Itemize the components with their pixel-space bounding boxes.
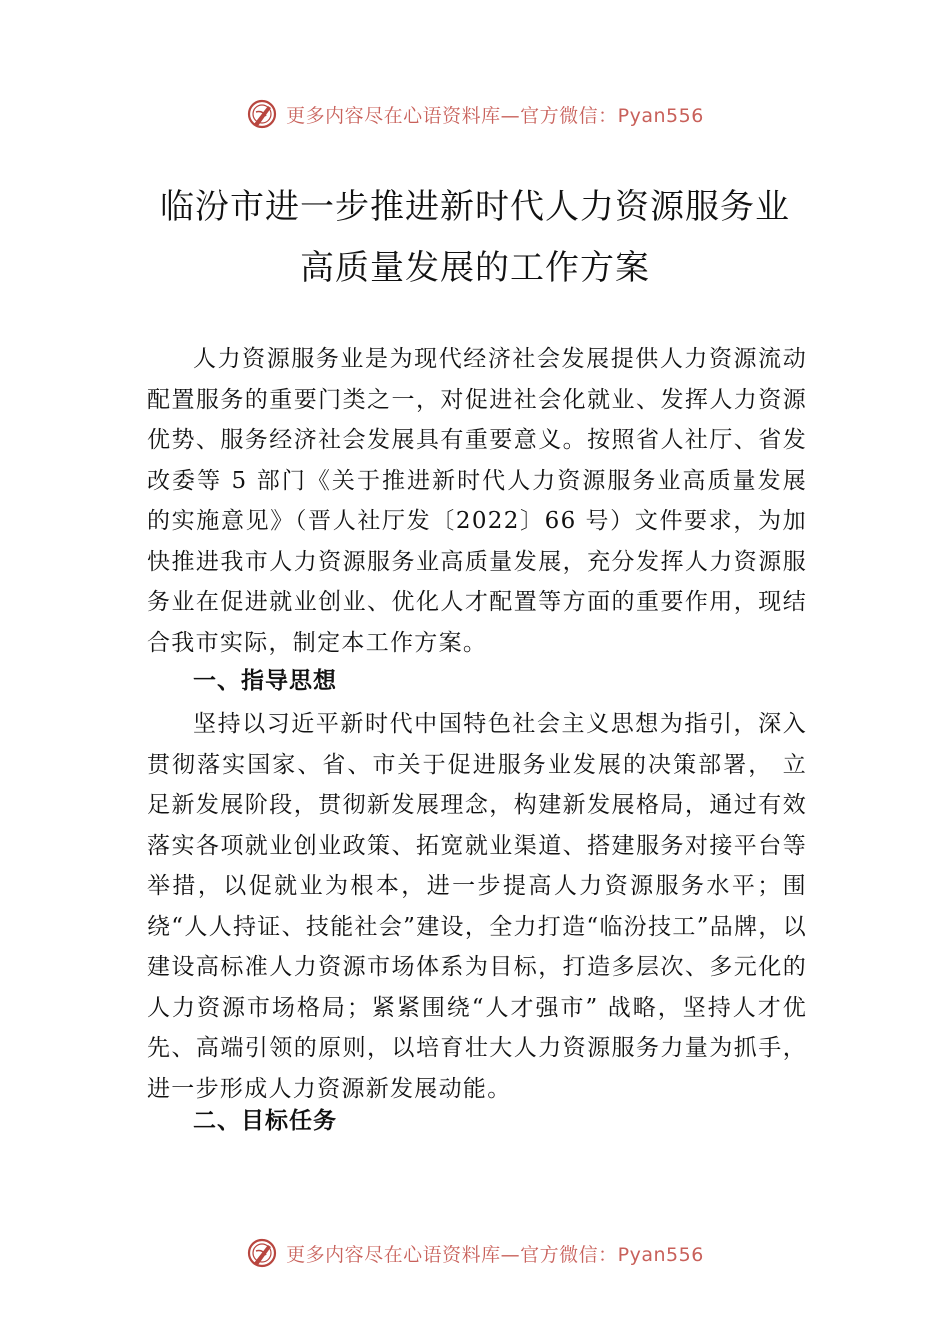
document-title-line-2: 高质量发展的工作方案	[300, 248, 650, 288]
watermark-text: 更多内容尽在心语资料库—官方微信：Pyan556	[286, 1243, 704, 1266]
section-heading-goals-tasks: 二、目标任务	[193, 1108, 337, 1134]
watermark-text: 更多内容尽在心语资料库—官方微信：Pyan556	[286, 104, 704, 127]
watermark-banner-bottom	[0, 1233, 950, 1273]
pen-seal-icon	[246, 98, 278, 130]
watermark-banner-top	[0, 94, 950, 134]
document-title-line-1: 临汾市进一步推进新时代人力资源服务业	[160, 187, 790, 227]
section-heading-guiding-ideology: 一、指导思想	[193, 668, 337, 694]
intro-paragraph: 人力资源服务业是为现代经济社会发展提供人力资源流动配置服务的重要门类之一，对促进社会化就业、发挥人力资源优势、服务经济社会发展具有重要意义。按照省人社厅、省发改委等 5 部门《关于推进新时代人力资源服务业高质量发展的实施意见》（晋人社厅发〔2022〕66 号）文件要求，为加快推进我市人力资源服务业高质量发展，充分发挥人力资源服务业在促进就业创业、优化人才配置等方面的重要作用，现结合我市实际，制定本工作方案。	[147, 346, 807, 656]
guiding-ideology-paragraph: 坚持以习近平新时代中国特色社会主义思想为指引，深入贯彻落实国家、省、市关于促进服务业发展的决策部署， 立足新发展阶段，贯彻新发展理念，构建新发展格局，通过有效落实各项就业创业政策、拓宽就业渠道、搭建服务对接平台等举措，以促就业为根本，进一步提高人力资源服务水平；围绕“人人持证、技能社会”建设，全力打造“临汾技工”品牌，以建设高标准人力资源市场体系为目标，打造多层次、多元化的人力资源市场格局；紧紧围绕“人才强市” 战略，坚持人才优先、高端引领的原则，以培育壮大人力资源服务力量为抓手，进一步形成人力资源新发展动能。	[147, 711, 807, 1102]
pen-seal-icon	[246, 1237, 278, 1269]
